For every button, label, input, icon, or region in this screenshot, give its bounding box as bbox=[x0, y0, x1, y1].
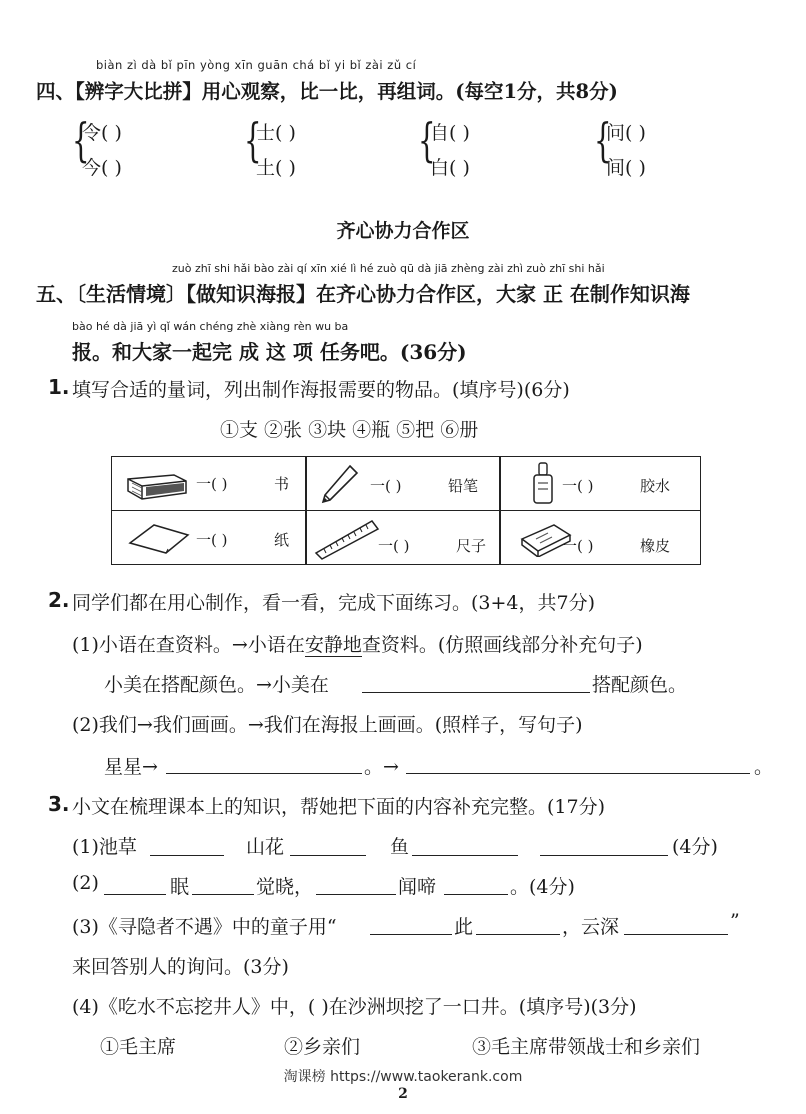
q3-text: 小文在梳理课本上的知识，帮她把下面的内容补充完整。(17分) bbox=[72, 796, 606, 818]
section4-pinyin: biàn zì dà bǐ pīn yòng xīn guān chá bǐ yi bǐ zài zǔ cí bbox=[96, 58, 417, 72]
q3-r2-d: 闻啼 bbox=[398, 876, 437, 898]
q2-text: 同学们都在用心制作，看一看，完成下面练习。(3+4，共7分) bbox=[72, 592, 596, 614]
answer-line[interactable] bbox=[192, 894, 254, 895]
answer-line[interactable] bbox=[624, 934, 728, 935]
q2-part1-exercise-a: 小美在搭配颜色。→小美在 bbox=[104, 674, 329, 696]
q2-number: 2. bbox=[48, 588, 70, 612]
paper-noun: 纸 bbox=[274, 531, 290, 549]
q3-option-3: ③毛主席带领战士和乡亲们 bbox=[472, 1036, 701, 1058]
watermark: 淘课榜 https://www.taokerank.com bbox=[283, 1069, 523, 1085]
q3-r3-b: 此 bbox=[454, 916, 474, 938]
q3-r2-c: 觉晓， bbox=[256, 876, 314, 898]
q3-r3-e: 来回答别人的询问。(3分) bbox=[72, 956, 289, 978]
eraser-noun: 橡皮 bbox=[640, 537, 671, 555]
book-icon bbox=[124, 469, 190, 501]
pencil-icon bbox=[320, 463, 360, 505]
brace: { bbox=[72, 113, 90, 167]
q3-option-1: ①毛主席 bbox=[100, 1036, 177, 1058]
q3-option-2: ②乡亲们 bbox=[284, 1036, 361, 1058]
q3-r1-c: 鱼 bbox=[390, 836, 410, 858]
answer-line[interactable] bbox=[166, 773, 362, 774]
cell-ruler bbox=[305, 510, 501, 565]
pencil-noun: 铅笔 bbox=[448, 477, 479, 495]
cell-paper bbox=[111, 510, 307, 565]
q2-part1-underlined: 安静地 bbox=[304, 634, 362, 656]
brace: { bbox=[594, 113, 612, 167]
q3-r4: (4)《吃水不忘挖井人》中，( )在沙洲坝挖了一口井。(填序号)(3分) bbox=[72, 996, 637, 1018]
ruler-icon bbox=[314, 515, 380, 561]
pair-3-bottom: 白( ) bbox=[430, 157, 470, 179]
section5-pinyin-1: zuò zhī shi hǎi bào zài qí xīn xié lì hé zuò qū dà jiā zhèng zài zhì zuò zhī shi hǎi bbox=[172, 262, 605, 275]
q2-part2-a: 星星→ bbox=[104, 756, 158, 778]
answer-line[interactable] bbox=[540, 855, 668, 856]
q3-r2-b: 眠 bbox=[170, 876, 190, 898]
glue-prefix: 一( ) bbox=[562, 477, 594, 495]
q2-part2-c: 。 bbox=[754, 756, 774, 778]
book-noun: 书 bbox=[274, 475, 290, 493]
glue-icon bbox=[528, 461, 558, 507]
ruler-noun: 尺子 bbox=[456, 537, 487, 555]
q2-part1-a: (1)小语在查资料。→小语在 bbox=[72, 634, 305, 656]
pair-1-bottom: 今( ) bbox=[82, 157, 122, 179]
pair-1-top: 令( ) bbox=[82, 122, 122, 144]
answer-line[interactable] bbox=[150, 855, 224, 856]
q1-text: 填写合适的量词，列出制作海报需要的物品。(填序号)(6分) bbox=[72, 379, 570, 401]
q3-r1-b: 山花 bbox=[246, 836, 285, 858]
q3-r1-a: (1)池草 bbox=[72, 836, 137, 858]
q1-options: ①支 ②张 ③块 ④瓶 ⑤把 ⑥册 bbox=[220, 419, 479, 441]
answer-line[interactable] bbox=[444, 894, 508, 895]
section5-title-line1: 五、〔生活情境〕【做知识海报】在齐心协力合作区，大家 正 在制作知识海 bbox=[36, 282, 690, 306]
q2-part1-exercise-b: 搭配颜色。 bbox=[592, 674, 688, 696]
glue-noun: 胶水 bbox=[640, 477, 671, 495]
pair-2-bottom: 土( ) bbox=[256, 157, 296, 179]
q2-part1 bbox=[72, 630, 643, 657]
pencil-prefix: 一( ) bbox=[370, 477, 402, 495]
q3-r3-d: ” bbox=[730, 910, 740, 932]
cell-pencil bbox=[305, 456, 501, 511]
cell-eraser bbox=[499, 510, 701, 565]
ruler-prefix: 一( ) bbox=[378, 537, 410, 555]
q3-r2-a: (2) bbox=[72, 872, 99, 894]
answer-line[interactable] bbox=[412, 855, 518, 856]
pair-4-bottom: 间( ) bbox=[606, 157, 646, 179]
answer-line[interactable] bbox=[362, 692, 590, 693]
brace: { bbox=[418, 113, 436, 167]
section5-title-line2: 报。和大家一起完 成 这 项 任务吧。(36分) bbox=[72, 340, 467, 364]
section4-title: 四、【辨字大比拼】用心观察，比一比，再组词。(每空1分，共8分) bbox=[36, 80, 618, 103]
cell-book bbox=[111, 456, 307, 511]
q3-number: 3. bbox=[48, 792, 70, 816]
answer-line[interactable] bbox=[104, 894, 166, 895]
pair-3-top: 自( ) bbox=[430, 122, 470, 144]
answer-line[interactable] bbox=[406, 773, 750, 774]
book-prefix: 一( ) bbox=[196, 475, 228, 493]
q2-part2: (2)我们→我们画画。→我们在海报上画画。(照样子，写句子) bbox=[72, 714, 583, 736]
q2-part1-b: 查资料。(仿照画线部分补充句子) bbox=[361, 634, 643, 656]
answer-line[interactable] bbox=[316, 894, 396, 895]
answer-line[interactable] bbox=[290, 855, 366, 856]
pair-2-top: 士( ) bbox=[256, 122, 296, 144]
q3-r2-e: 。(4分) bbox=[510, 876, 575, 898]
page-number: 2 bbox=[398, 1086, 408, 1102]
q2-part2-b: 。→ bbox=[364, 756, 399, 778]
q3-r3-c: ，云深 bbox=[562, 916, 620, 938]
cell-glue bbox=[499, 456, 701, 511]
brace: { bbox=[244, 113, 262, 167]
q3-r3-a: (3)《寻隐者不遇》中的童子用“ bbox=[72, 916, 337, 938]
answer-line[interactable] bbox=[476, 934, 560, 935]
section5-pinyin-2: bào hé dà jiā yì qǐ wán chéng zhè xiàng rèn wu ba bbox=[72, 320, 349, 333]
answer-line[interactable] bbox=[370, 934, 452, 935]
zone-title: 齐心协力合作区 bbox=[336, 220, 470, 242]
paper-icon bbox=[126, 521, 192, 555]
q3-r1-d: (4分) bbox=[672, 836, 718, 858]
paper-prefix: 一( ) bbox=[196, 531, 228, 549]
eraser-prefix: 一( ) bbox=[562, 537, 594, 555]
q1-number: 1. bbox=[48, 375, 70, 399]
pair-4-top: 问( ) bbox=[606, 122, 646, 144]
